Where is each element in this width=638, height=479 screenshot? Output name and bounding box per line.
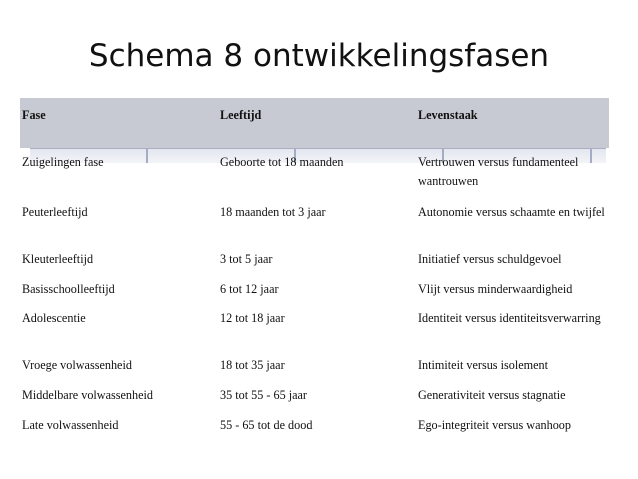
row-7-fase: Middelbare volwassenheid [22,388,153,402]
row-6-fase: Vroege volwassenheid [22,358,132,372]
header-leeftijd: Leeftijd [220,108,262,122]
row-7-levenstaak: Generativiteit versus stagnatie [418,388,566,402]
row-4-levenstaak: Vlijt versus minderwaardigheid [418,282,573,296]
row-7-leeftijd: 35 tot 55 - 65 jaar [220,388,307,402]
row-6-leeftijd: 18 tot 35 jaar [220,358,285,372]
row-5-leeftijd: 12 tot 18 jaar [220,311,285,325]
row-2-leeftijd: 18 maanden tot 3 jaar [220,205,326,219]
slide-title: Schema 8 ontwikkelingsfasen [88,38,550,74]
row-5-levenstaak: Identiteit versus identiteitsverwarring [418,311,601,325]
row-4-leeftijd: 6 tot 12 jaar [220,282,279,296]
header-fase: Fase [22,108,46,122]
row-5-fase: Adolescentie [22,311,86,325]
header-levenstaak: Levenstaak [418,108,478,122]
row-1-levenstaak: Vertrouwen versus fundamenteel wantrouwen [418,155,579,188]
row-2-levenstaak: Autonomie versus schaamte en twijfel [418,205,605,219]
row-3-fase: Kleuterleeftijd [22,252,94,266]
row-4-fase: Basisschoolleeftijd [22,282,115,296]
row-3-levenstaak: Initiatief versus schuldgevoel [418,252,562,266]
row-1-leeftijd: Geboorte tot 18 maanden [220,155,344,169]
row-3-leeftijd: 3 tot 5 jaar [220,252,273,266]
row-8-leeftijd: 55 - 65 tot de dood [220,418,313,432]
row-8-levenstaak: Ego-integriteit versus wanhoop [418,418,571,432]
row-8-fase: Late volwassenheid [22,418,119,432]
row-1-fase: Zuigelingen fase [22,155,104,169]
row-6-levenstaak: Intimiteit versus isolement [418,358,548,372]
row-2-fase: Peuterleeftijd [22,205,88,219]
